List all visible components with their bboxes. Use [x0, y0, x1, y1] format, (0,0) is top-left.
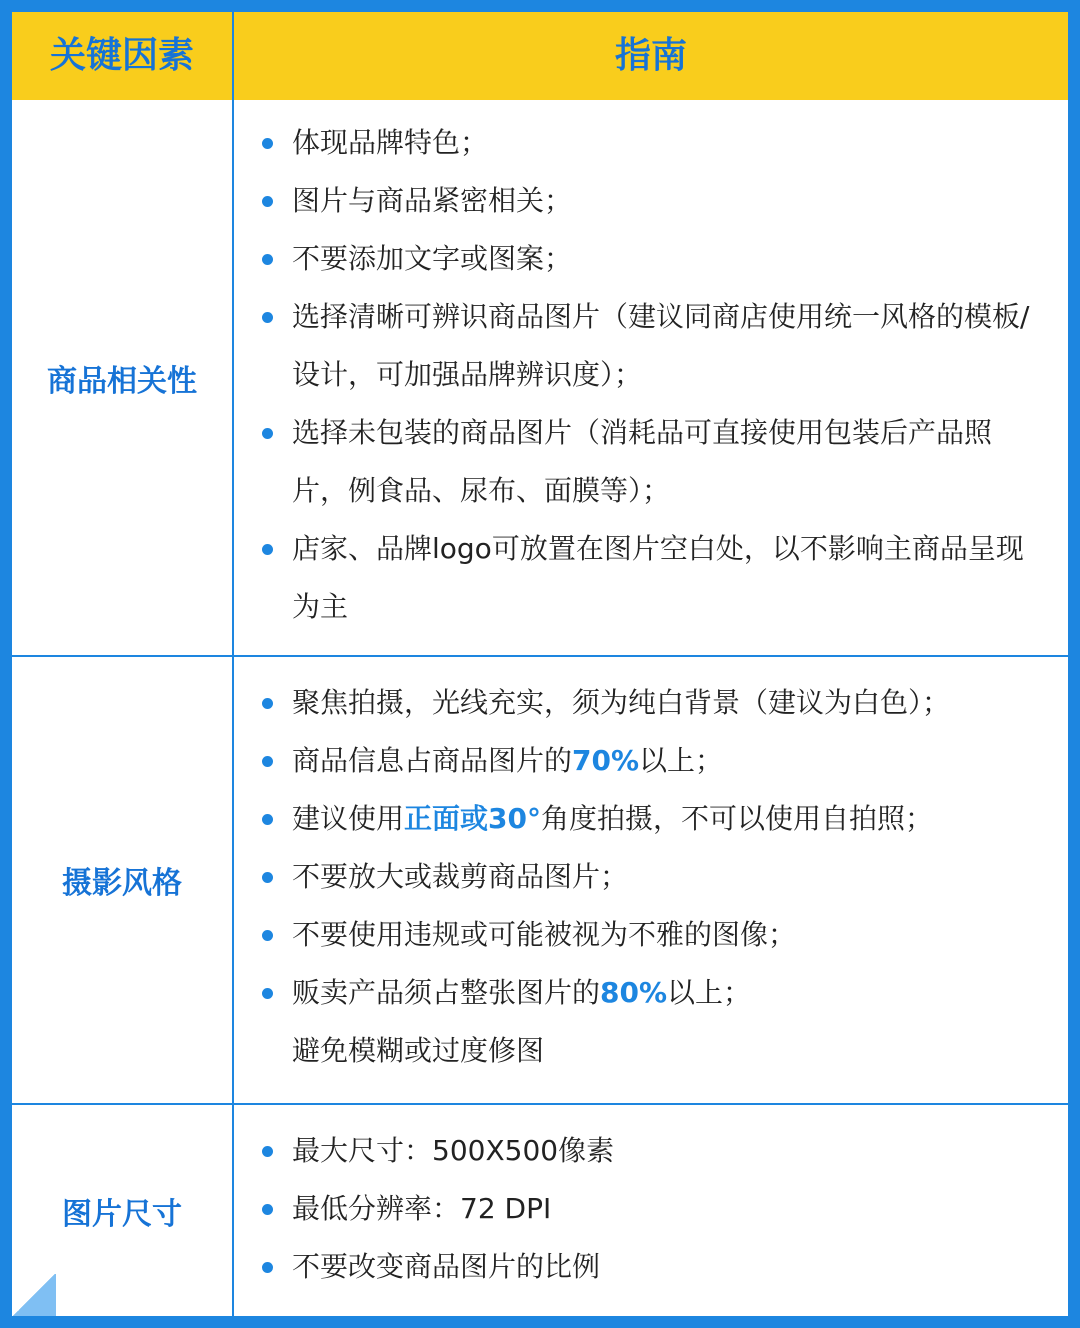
guide-item: [262, 1022, 1042, 1080]
guide-list-product-relevance: [262, 114, 1042, 636]
guide-text: 聚焦拍摄，光线充实，须为纯白背景（建议为白色）；: [292, 686, 951, 719]
guide-text: 图片与商品紧密相关；: [292, 184, 573, 217]
bullet-icon: [262, 872, 273, 883]
guide-text: 不要使用违规或可能被视为不雅的图像；: [292, 918, 797, 951]
guide-item: [262, 848, 1042, 906]
guide-text: 最低分辨率：72 DPI: [292, 1192, 552, 1225]
bullet-icon: [262, 196, 273, 207]
bullet-icon: [262, 930, 273, 941]
bullet-icon: [262, 1146, 273, 1157]
highlight-text: 正面或30°: [404, 802, 541, 835]
bullet-icon: [262, 1262, 273, 1273]
guide-item: [262, 520, 1042, 636]
guide-text: 贩卖产品须占整张图片的: [292, 976, 601, 1009]
factor-photo-style: 摄影风格: [62, 866, 182, 901]
bullet-icon: [262, 698, 273, 709]
column-divider: [232, 100, 234, 1316]
bullet-icon: [262, 1204, 273, 1215]
header-factor: 关键因素: [49, 35, 194, 76]
guide-item: [262, 1238, 1042, 1296]
header-divider: [232, 12, 234, 100]
guide-text: 以上；: [639, 744, 724, 777]
bullet-icon: [262, 428, 273, 439]
guide-item: [262, 114, 1042, 172]
guide-text: 建议使用: [292, 802, 405, 835]
bullet-icon: [262, 138, 273, 149]
guide-text: 选择清晰可辨识商品图片（建议同商店使用统一风格的模板/设计，可加强品牌辨识度）；: [292, 300, 1030, 391]
highlight-text: 80%: [600, 976, 668, 1009]
bullet-icon: [262, 254, 273, 265]
factor-product-relevance: 商品相关性: [47, 363, 197, 399]
guide-text: 避免模糊或过度修图: [292, 1034, 545, 1067]
guide-text: 选择未包装的商品图片（消耗品可直接使用包装后产品照片，例食品、尿布、面膜等）；: [292, 416, 993, 507]
bullet-icon: [262, 988, 273, 999]
page-corner-fold: [12, 1274, 56, 1316]
guide-text: 不要添加文字或图案；: [292, 242, 573, 275]
header-guide: 指南: [614, 35, 687, 76]
guide-text: 店家、品牌logo可放置在图片空白处，以不影响主商品呈现为主: [292, 532, 1024, 623]
bullet-icon: [262, 814, 273, 825]
factor-image-size: 图片尺寸: [62, 1196, 182, 1232]
guide-text: 最大尺寸：500X500像素: [292, 1134, 615, 1167]
guide-item: [262, 288, 1042, 404]
guide-item: [262, 674, 1042, 732]
guide-item: [262, 964, 1042, 1022]
guide-text: 角度拍摄，不可以使用自拍照；: [540, 802, 933, 835]
guide-table: [12, 12, 1068, 1316]
guide-text: 不要放大或裁剪商品图片；: [292, 860, 629, 893]
guide-list-photo-style: [262, 674, 1042, 1080]
bullet-icon: [262, 312, 273, 323]
guide-item: [262, 906, 1042, 964]
guide-item: [262, 230, 1042, 288]
guide-item: [262, 790, 1042, 848]
guide-text: 不要改变商品图片的比例: [292, 1250, 601, 1283]
guide-list-image-size: [262, 1122, 1042, 1296]
bullet-icon: [262, 544, 273, 555]
guide-item: [262, 732, 1042, 790]
table-header: [12, 12, 1068, 100]
guide-text: 商品信息占商品图片的: [292, 744, 573, 777]
guide-item: [262, 1180, 1042, 1238]
highlight-text: 70%: [572, 744, 640, 777]
bullet-icon: [262, 756, 273, 767]
guide-item: [262, 404, 1042, 520]
guide-text: 以上；: [667, 976, 752, 1009]
guide-item: [262, 172, 1042, 230]
guide-item: [262, 1122, 1042, 1180]
guide-text: 体现品牌特色；: [292, 126, 489, 159]
